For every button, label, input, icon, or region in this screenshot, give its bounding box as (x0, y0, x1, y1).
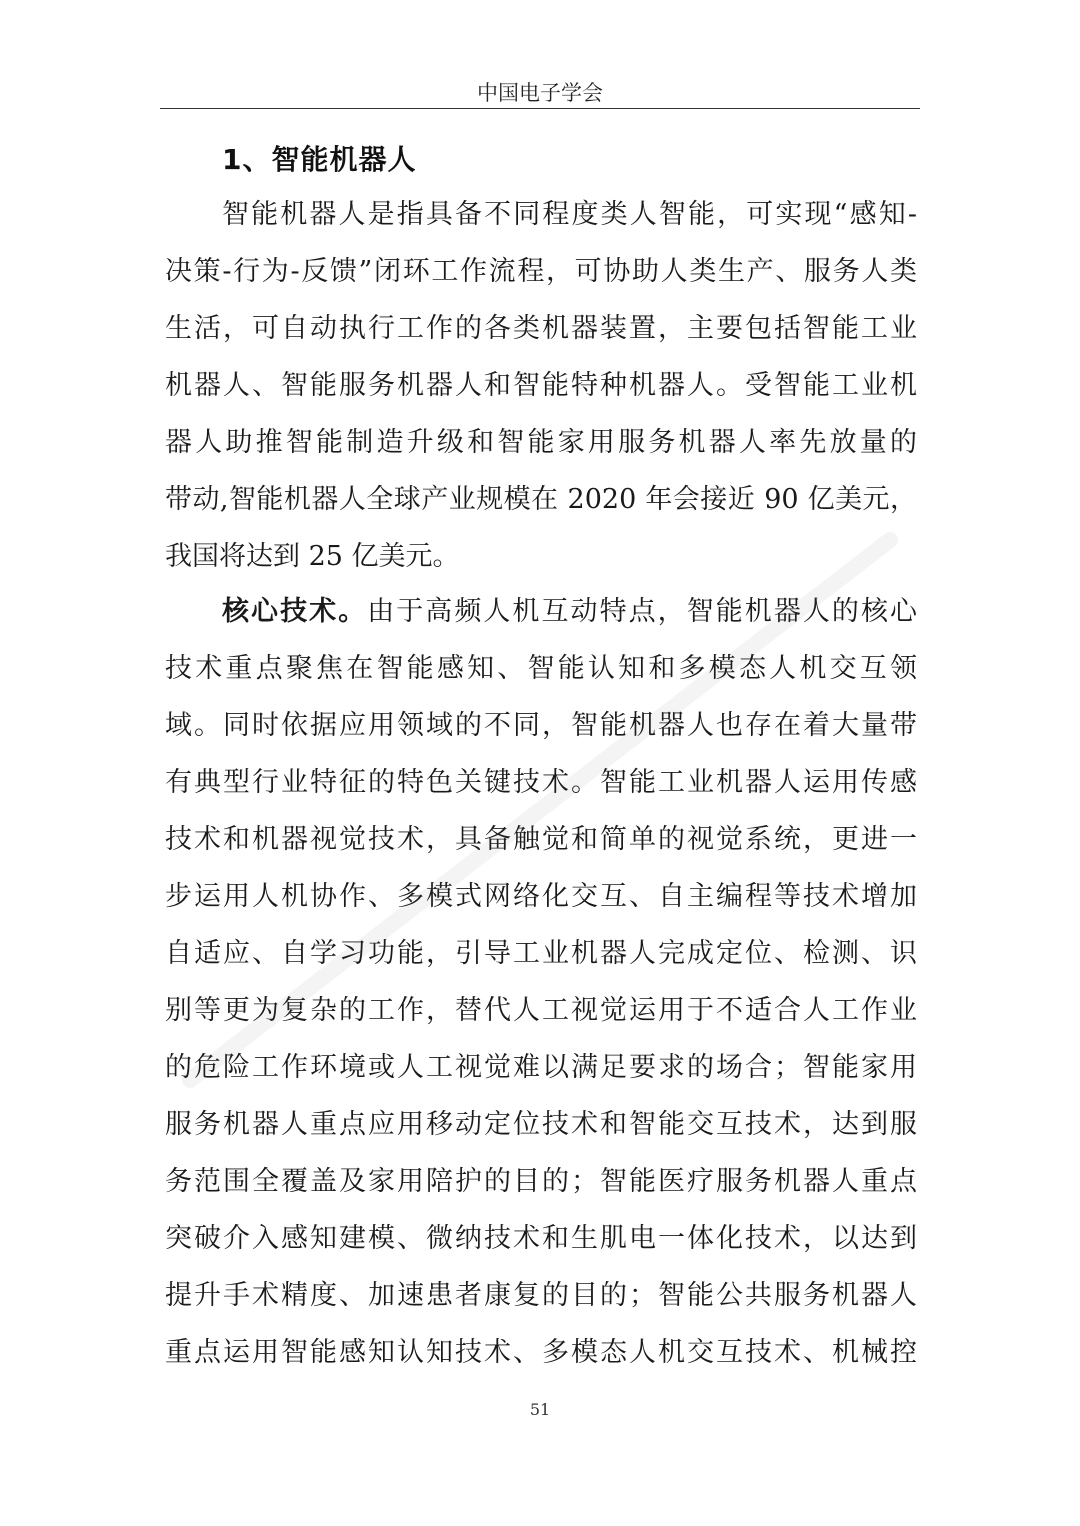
paragraph-line: 自适应、自学习功能，引导工业机器人完成定位、检测、识 (165, 938, 917, 969)
paragraph-line: 我国将达到 25 亿美元。 (165, 541, 460, 572)
paragraph-intro (165, 186, 917, 585)
paragraph-line: 突破介入感知建模、微纳技术和生肌电一体化技术，以达到 (165, 1223, 917, 1254)
paragraph-line: 域。同时依据应用领域的不同，智能机器人也存在着大量带 (165, 710, 917, 741)
paragraph-line: 务范围全覆盖及家用陪护的目的；智能医疗服务机器人重点 (165, 1166, 917, 1197)
paragraph-line: 有典型行业特征的特色关键技术。智能工业机器人运用传感 (165, 767, 917, 798)
paragraph-line (165, 583, 917, 640)
paragraph-line: 步运用人机协作、多模式网络化交互、自主编程等技术增加 (165, 881, 917, 912)
paragraph-line: 提升手术精度、加速患者康复的目的；智能公共服务机器人 (165, 1280, 917, 1311)
paragraph-line: 技术和机器视觉技术，具备触觉和简单的视觉系统，更进一 (165, 824, 917, 855)
paragraph-line: 重点运用智能感知认知技术、多模态人机交互技术、机械控 (165, 1337, 917, 1368)
paragraph-line: 的危险工作环境或人工视觉难以满足要求的场合；智能家用 (165, 1052, 917, 1083)
running-header: 中国电子学会 (477, 81, 603, 105)
paragraph-line: 器人助推智能制造升级和智能家用服务机器人率先放量的 (165, 427, 917, 458)
paragraph-line: 生活，可自动执行工作的各类机器装置，主要包括智能工业 (165, 313, 917, 344)
header-rule (160, 108, 920, 109)
paragraph-line: 机器人、智能服务机器人和智能特种机器人。受智能工业机 (165, 370, 917, 401)
paragraph-line: 别等更为复杂的工作，替代人工视觉运用于不适合人工作业 (165, 995, 917, 1026)
section-heading: 1、智能机器人 (222, 143, 417, 176)
paragraph-line: 智能机器人是指具备不同程度类人智能，可实现“感知- (222, 199, 917, 230)
paragraph-line: 技术重点聚焦在智能感知、智能认知和多模态人机交互领 (165, 653, 917, 684)
paragraph-line: 带动,智能机器人全球产业规模在 2020 年会接近 90 亿美元， (165, 484, 917, 515)
paragraph-line: 服务机器人重点应用移动定位技术和智能交互技术，达到服 (165, 1109, 917, 1140)
paragraph-core-technology (165, 583, 917, 1381)
core-technology-lead: 核心技术。 (222, 596, 368, 627)
paragraph-line: 决策-行为-反馈”闭环工作流程，可协助人类生产、服务人类 (165, 256, 917, 287)
core-technology-first-line: 由于高频人机互动特点，智能机器人的核心 (367, 596, 917, 627)
page-number: 51 (529, 1400, 551, 1419)
